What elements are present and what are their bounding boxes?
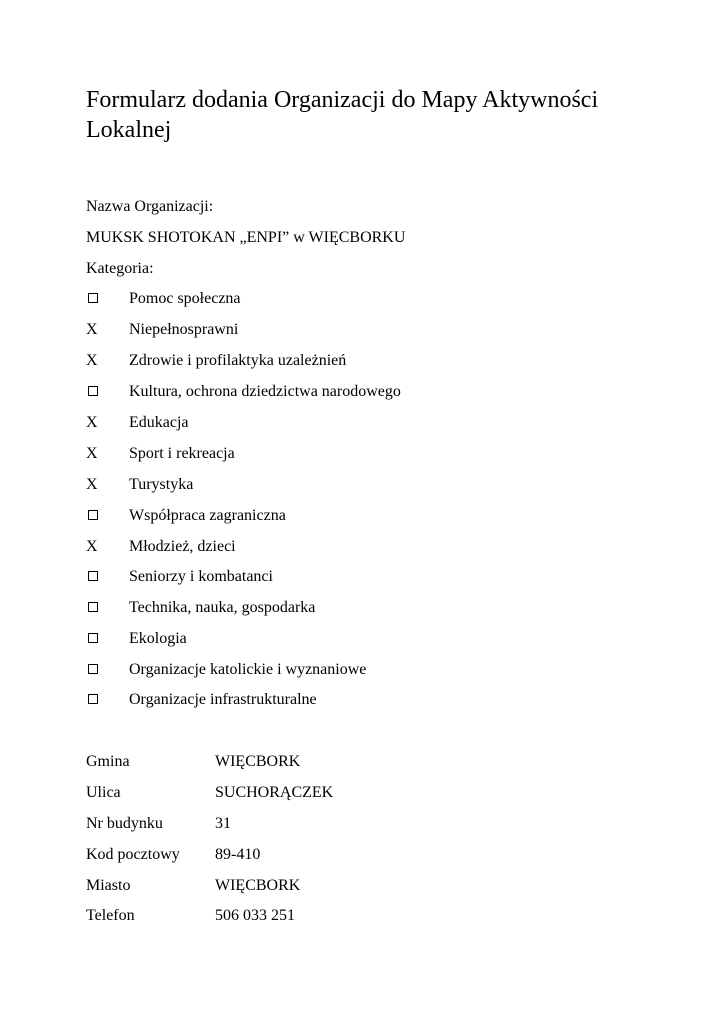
category-item-label: Zdrowie i profilaktyka uzależnień — [129, 352, 347, 369]
category-item-label: Organizacje infrastrukturalne — [129, 691, 317, 708]
field-label: Nr budynku — [86, 815, 163, 832]
field-value: 89-410 — [215, 846, 261, 863]
empty-checkbox-icon — [88, 386, 98, 396]
field-label: Telefon — [86, 907, 135, 924]
category-checkbox — [86, 506, 106, 526]
field-label: Gmina — [86, 753, 130, 770]
category-item-label: Technika, nauka, gospodarka — [129, 599, 316, 616]
category-item-label: Kultura, ochrona dziedzictwa narodowego — [129, 383, 401, 400]
empty-checkbox-icon — [88, 293, 98, 303]
empty-checkbox-icon — [88, 510, 98, 520]
empty-checkbox-icon — [88, 602, 98, 612]
empty-checkbox-icon — [88, 664, 98, 674]
category-item-label: Młodzież, dzieci — [129, 538, 236, 555]
checked-mark: X — [86, 352, 98, 369]
category-checkbox — [86, 351, 106, 371]
category-checkbox — [86, 444, 106, 464]
category-checkbox — [86, 690, 106, 710]
category-checkbox — [86, 413, 106, 433]
category-item-label: Ekologia — [129, 630, 187, 647]
field-value: WIĘCBORK — [215, 753, 301, 770]
field-label: Kod pocztowy — [86, 846, 180, 863]
category-checkbox — [86, 598, 106, 618]
organization-name-label: Nazwa Organizacji: — [86, 198, 214, 215]
category-item-label: Współpraca zagraniczna — [129, 507, 286, 524]
field-value: 506 033 251 — [215, 907, 295, 924]
checked-mark: X — [86, 321, 98, 338]
category-item-label: Edukacja — [129, 414, 189, 431]
checked-mark: X — [86, 538, 98, 555]
category-item-label: Organizacje katolickie i wyznaniowe — [129, 661, 367, 678]
category-item-label: Seniorzy i kombatanci — [129, 568, 273, 585]
category-checkbox — [86, 475, 106, 495]
empty-checkbox-icon — [88, 633, 98, 643]
page-title: Formularz dodania Organizacji do Mapy Aktywności Lokalnej — [86, 87, 599, 143]
category-checkbox — [86, 537, 106, 557]
field-value: SUCHORĄCZEK — [215, 784, 334, 801]
category-checkbox — [86, 567, 106, 587]
field-value: 31 — [215, 815, 231, 832]
checked-mark: X — [86, 476, 98, 493]
category-checkbox — [86, 660, 106, 680]
category-item-label: Niepełnosprawni — [129, 321, 239, 338]
checked-mark: X — [86, 414, 98, 431]
category-item-label: Sport i rekreacja — [129, 445, 235, 462]
category-checkbox — [86, 320, 106, 340]
category-checkbox — [86, 289, 106, 309]
category-checkbox — [86, 382, 106, 402]
empty-checkbox-icon — [88, 694, 98, 704]
field-label: Ulica — [86, 784, 121, 801]
organization-name-value: MUKSK SHOTOKAN „ENPI” w WIĘCBORKU — [86, 229, 406, 246]
field-label: Miasto — [86, 877, 131, 894]
checked-mark: X — [86, 445, 98, 462]
category-item-label: Turystyka — [129, 476, 194, 493]
category-label: Kategoria: — [86, 260, 154, 277]
field-value: WIĘCBORK — [215, 877, 301, 894]
empty-checkbox-icon — [88, 571, 98, 581]
category-item-label: Pomoc społeczna — [129, 290, 241, 307]
category-checkbox — [86, 629, 106, 649]
